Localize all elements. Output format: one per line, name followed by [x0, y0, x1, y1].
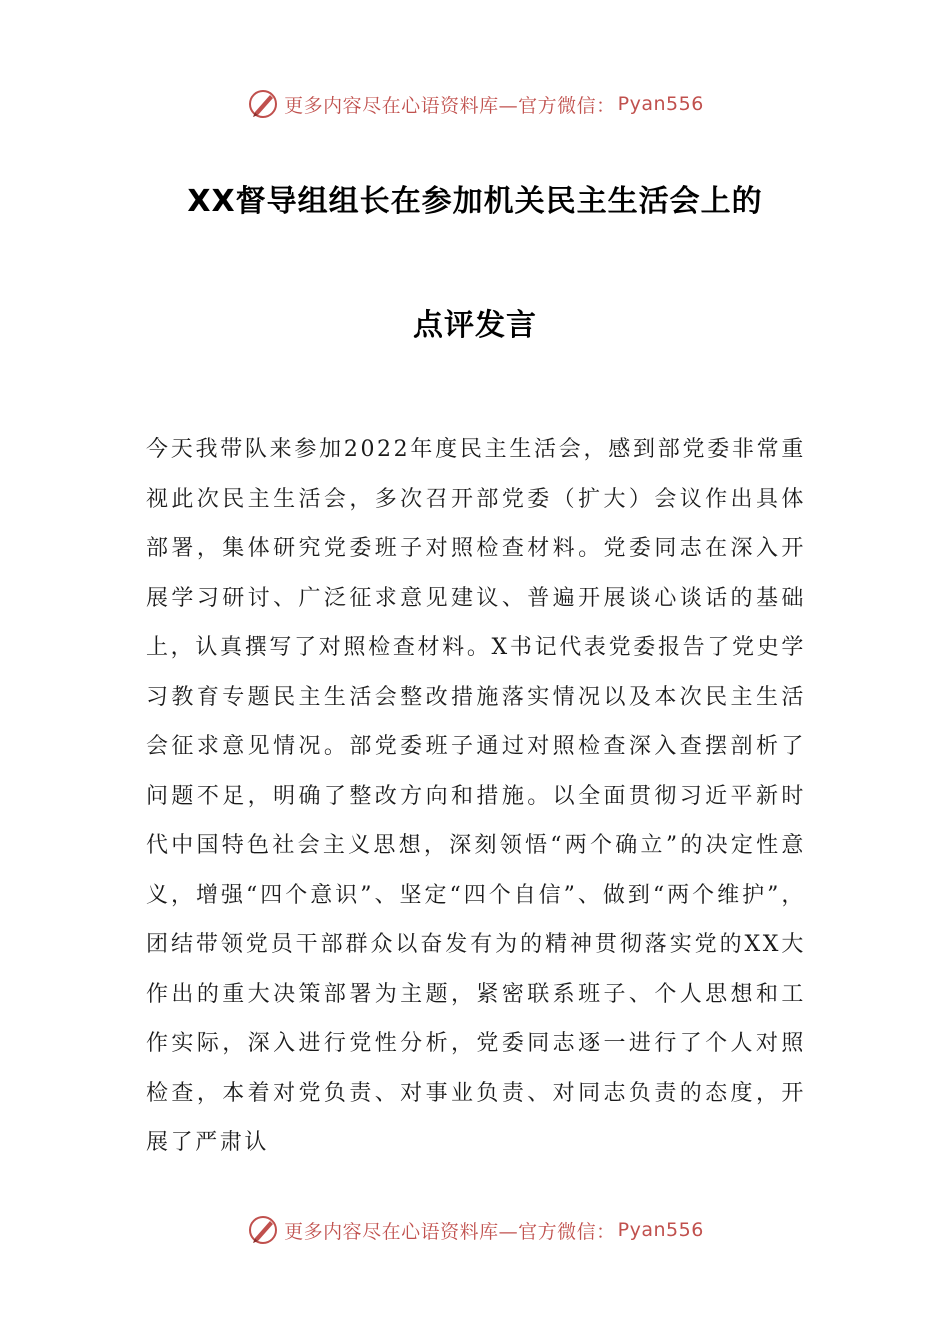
pen-circle-logo-icon	[246, 87, 280, 121]
document-title-line-2: 点评发言	[413, 308, 537, 343]
footer-watermark	[0, 1210, 950, 1250]
document-body-paragraph: 今天我带队来参加2022年度民主生活会，感到部党委非常重视此次民主生活会，多次召开部党委（扩大）会议作出具体部署，集体研究党委班子对照检查材料。党委同志在深入开展学习研讨、广泛征求意见建议、普遍开展谈心谈话的基础上，认真撰写了对照检查材料。X书记代表党委报告了党史学习教育专题民主生活会整改措施落实情况以及本次民主生活会征求意见情况。部党委班子通过对照检查深入查摆剖析了问题不足，明确了整改方向和措施。以全面贯彻习近平新时代中国特色社会主义思想，深刻领悟“两个确立”的决定性意义，增强“四个意识”、坚定“四个自信”、做到“两个维护”，团结带领党员干部群众以奋发有为的精神贯彻落实党的XX大作出的重大决策部署为主题，紧密联系班子、个人思想和工作实际，深入进行党性分析，党委同志逐一进行了个人对照检查，本着对党负责、对事业负责、对同志负责的态度，开展了严肃认	[146, 437, 806, 1155]
watermark-wechat-id: Pyan556	[617, 93, 704, 115]
watermark-wechat-id: Pyan556	[617, 1219, 704, 1241]
header-watermark	[0, 84, 950, 124]
watermark-text: 更多内容尽在心语资料库—官方微信：	[284, 94, 616, 117]
watermark-text: 更多内容尽在心语资料库—官方微信：	[284, 1220, 616, 1243]
document-title-line-1: XX督导组组长在参加机关民主生活会上的	[187, 184, 763, 219]
pen-circle-logo-icon	[246, 1213, 280, 1247]
